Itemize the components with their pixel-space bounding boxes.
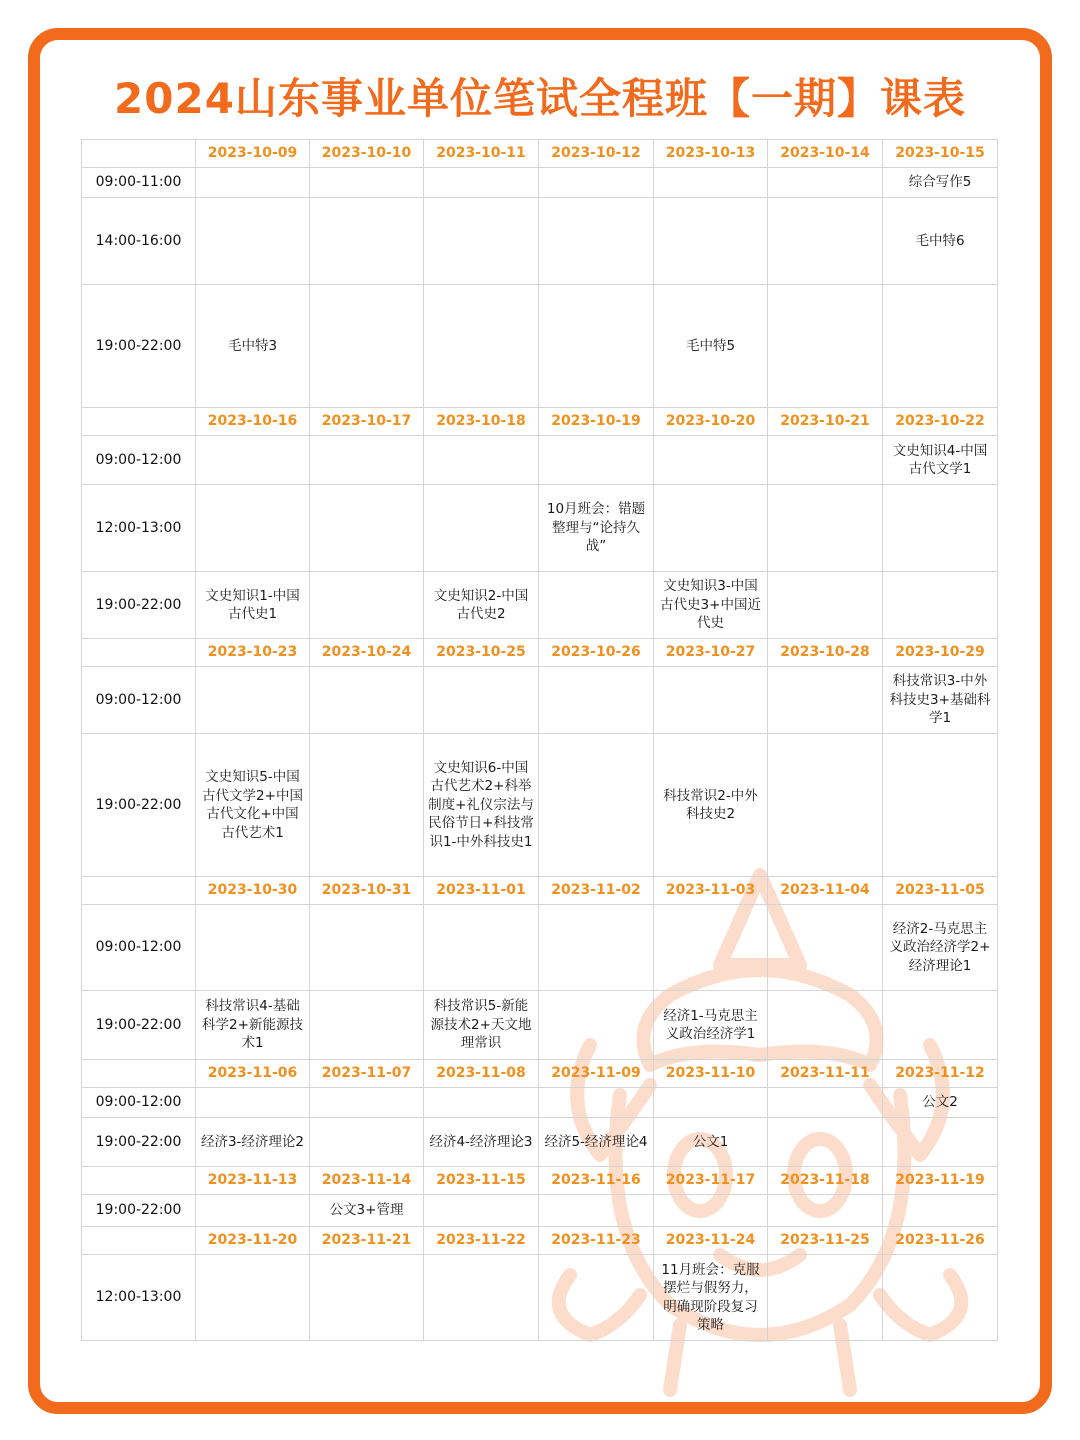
empty-cell [539,198,654,285]
date-header: 2023-11-11 [768,1060,883,1088]
course-cell: 文史知识5-中国古代文学2+中国古代文化+中国古代艺术1 [196,734,310,877]
time-slot-row [82,1195,998,1227]
date-header: 2023-11-05 [883,877,998,905]
time-slot-row [82,667,998,734]
empty-cell [768,1195,883,1227]
date-header-row [82,140,998,168]
date-header-blank [82,877,196,905]
date-header: 2023-11-02 [539,877,654,905]
empty-cell [883,1255,998,1341]
course-cell: 毛中特5 [654,285,768,408]
empty-cell [539,1195,654,1227]
date-header: 2023-11-12 [883,1060,998,1088]
time-slot-label: 12:00-13:00 [82,1255,196,1341]
time-slot-row [82,168,998,198]
date-header-row [82,1167,998,1195]
empty-cell [539,285,654,408]
empty-cell [310,198,424,285]
time-slot-label: 09:00-12:00 [82,436,196,485]
date-header-blank [82,1167,196,1195]
empty-cell [654,436,768,485]
empty-cell [424,485,539,572]
empty-cell [768,285,883,408]
empty-cell [196,1195,310,1227]
empty-cell [539,1255,654,1341]
empty-cell [654,905,768,991]
date-header: 2023-11-10 [654,1060,768,1088]
page-title: 2024山东事业单位笔试全程班【一期】课表 [114,74,966,123]
empty-cell [654,667,768,734]
time-slot-label: 19:00-22:00 [82,991,196,1060]
empty-cell [768,991,883,1060]
course-cell: 毛中特6 [883,198,998,285]
time-slot-row [82,1088,998,1118]
empty-cell [196,485,310,572]
date-header: 2023-10-10 [310,140,424,168]
empty-cell [654,198,768,285]
date-header: 2023-10-19 [539,408,654,436]
empty-cell [768,198,883,285]
empty-cell [654,485,768,572]
date-header-blank [82,408,196,436]
empty-cell [310,1255,424,1341]
empty-cell [310,667,424,734]
course-cell: 公文3+管理 [310,1195,424,1227]
date-header: 2023-11-22 [424,1227,539,1255]
date-header: 2023-10-14 [768,140,883,168]
empty-cell [539,991,654,1060]
empty-cell [310,436,424,485]
course-cell: 10月班会：错题整理与“论持久战” [539,485,654,572]
empty-cell [883,991,998,1060]
date-header: 2023-10-24 [310,639,424,667]
empty-cell [768,572,883,639]
empty-cell [424,1195,539,1227]
date-header: 2023-10-18 [424,408,539,436]
empty-cell [883,572,998,639]
date-header: 2023-10-25 [424,639,539,667]
time-slot-label: 19:00-22:00 [82,572,196,639]
date-header: 2023-11-25 [768,1227,883,1255]
date-header-row [82,1060,998,1088]
date-header: 2023-10-30 [196,877,310,905]
empty-cell [654,168,768,198]
empty-cell [310,734,424,877]
empty-cell [310,285,424,408]
time-slot-label: 12:00-13:00 [82,485,196,572]
empty-cell [310,1088,424,1118]
date-header: 2023-11-09 [539,1060,654,1088]
date-header: 2023-10-27 [654,639,768,667]
date-header: 2023-11-13 [196,1167,310,1195]
empty-cell [539,436,654,485]
empty-cell [424,168,539,198]
time-slot-label: 19:00-22:00 [82,285,196,408]
date-header: 2023-10-21 [768,408,883,436]
time-slot-label: 09:00-12:00 [82,905,196,991]
date-header: 2023-10-23 [196,639,310,667]
empty-cell [768,485,883,572]
time-slot-row [82,485,998,572]
time-slot-label: 09:00-11:00 [82,168,196,198]
time-slot-row [82,991,998,1060]
date-header: 2023-11-19 [883,1167,998,1195]
date-header-blank [82,639,196,667]
date-header-row [82,408,998,436]
empty-cell [539,905,654,991]
date-header: 2023-10-29 [883,639,998,667]
date-header: 2023-11-20 [196,1227,310,1255]
course-cell: 经济4-经济理论3 [424,1118,539,1167]
date-header: 2023-11-01 [424,877,539,905]
course-cell: 经济1-马克思主义政治经济学1 [654,991,768,1060]
course-cell: 文史知识6-中国古代艺术2+科举制度+礼仪宗法与民俗节日+科技常识1-中外科技史1 [424,734,539,877]
date-header: 2023-11-06 [196,1060,310,1088]
empty-cell [424,285,539,408]
course-cell: 公文1 [654,1118,768,1167]
course-cell: 科技常识5-新能源技术2+天文地理常识 [424,991,539,1060]
empty-cell [768,168,883,198]
date-header: 2023-11-16 [539,1167,654,1195]
empty-cell [424,667,539,734]
date-header: 2023-11-26 [883,1227,998,1255]
time-slot-label: 19:00-22:00 [82,1195,196,1227]
date-header: 2023-10-20 [654,408,768,436]
empty-cell [883,1195,998,1227]
time-slot-row [82,1118,998,1167]
date-header: 2023-10-09 [196,140,310,168]
date-header: 2023-11-18 [768,1167,883,1195]
empty-cell [539,1088,654,1118]
date-header: 2023-10-22 [883,408,998,436]
empty-cell [424,436,539,485]
empty-cell [883,285,998,408]
empty-cell [310,572,424,639]
empty-cell [539,572,654,639]
empty-cell [768,436,883,485]
empty-cell [196,1088,310,1118]
date-header: 2023-11-08 [424,1060,539,1088]
schedule-table [81,139,998,1341]
date-header: 2023-11-15 [424,1167,539,1195]
empty-cell [768,667,883,734]
empty-cell [424,905,539,991]
course-cell: 经济5-经济理论4 [539,1118,654,1167]
empty-cell [539,667,654,734]
empty-cell [196,198,310,285]
empty-cell [883,734,998,877]
empty-cell [654,1195,768,1227]
date-header-blank [82,1227,196,1255]
empty-cell [768,1088,883,1118]
date-header-blank [82,1060,196,1088]
empty-cell [883,485,998,572]
course-cell: 文史知识4-中国古代文学1 [883,436,998,485]
course-cell: 综合写作5 [883,168,998,198]
time-slot-label: 14:00-16:00 [82,198,196,285]
date-header: 2023-10-26 [539,639,654,667]
empty-cell [424,198,539,285]
empty-cell [310,168,424,198]
date-header: 2023-11-07 [310,1060,424,1088]
course-cell: 文史知识2-中国古代史2 [424,572,539,639]
date-header-row [82,877,998,905]
time-slot-row [82,436,998,485]
empty-cell [768,1118,883,1167]
date-header: 2023-10-28 [768,639,883,667]
empty-cell [196,1255,310,1341]
empty-cell [768,1255,883,1341]
course-cell: 毛中特3 [196,285,310,408]
date-header: 2023-10-12 [539,140,654,168]
course-cell: 文史知识1-中国古代史1 [196,572,310,639]
course-cell: 科技常识2-中外科技史2 [654,734,768,877]
date-header: 2023-10-15 [883,140,998,168]
empty-cell [424,1088,539,1118]
date-header: 2023-10-11 [424,140,539,168]
time-slot-row [82,198,998,285]
empty-cell [310,1118,424,1167]
empty-cell [654,1088,768,1118]
time-slot-row [82,734,998,877]
date-header-blank [82,140,196,168]
course-cell: 经济2-马克思主义政治经济学2+ 经济理论1 [883,905,998,991]
date-header: 2023-11-21 [310,1227,424,1255]
empty-cell [310,991,424,1060]
date-header: 2023-10-17 [310,408,424,436]
empty-cell [539,168,654,198]
time-slot-label: 19:00-22:00 [82,734,196,877]
time-slot-row [82,905,998,991]
time-slot-row [82,1255,998,1341]
empty-cell [768,734,883,877]
date-header: 2023-11-24 [654,1227,768,1255]
course-cell: 公文2 [883,1088,998,1118]
date-header: 2023-11-03 [654,877,768,905]
course-cell: 文史知识3-中国古代史3+中国近代史 [654,572,768,639]
time-slot-row [82,285,998,408]
empty-cell [883,1118,998,1167]
empty-cell [539,734,654,877]
empty-cell [310,485,424,572]
time-slot-label: 09:00-12:00 [82,1088,196,1118]
time-slot-row [82,572,998,639]
course-cell: 科技常识3-中外科技史3+基础科学1 [883,667,998,734]
date-header-row [82,639,998,667]
time-slot-label: 19:00-22:00 [82,1118,196,1167]
empty-cell [768,905,883,991]
date-header: 2023-11-14 [310,1167,424,1195]
empty-cell [424,1255,539,1341]
time-slot-label: 09:00-12:00 [82,667,196,734]
empty-cell [196,436,310,485]
course-cell: 11月班会：克服摆烂与假努力，明确现阶段复习策略 [654,1255,768,1341]
empty-cell [310,905,424,991]
date-header: 2023-10-13 [654,140,768,168]
date-header: 2023-10-16 [196,408,310,436]
empty-cell [196,667,310,734]
date-header: 2023-11-04 [768,877,883,905]
course-cell: 经济3-经济理论2 [196,1118,310,1167]
empty-cell [196,905,310,991]
date-header-row [82,1227,998,1255]
date-header: 2023-11-17 [654,1167,768,1195]
course-cell: 科技常识4-基础科学2+新能源技术1 [196,991,310,1060]
empty-cell [196,168,310,198]
date-header: 2023-10-31 [310,877,424,905]
date-header: 2023-11-23 [539,1227,654,1255]
